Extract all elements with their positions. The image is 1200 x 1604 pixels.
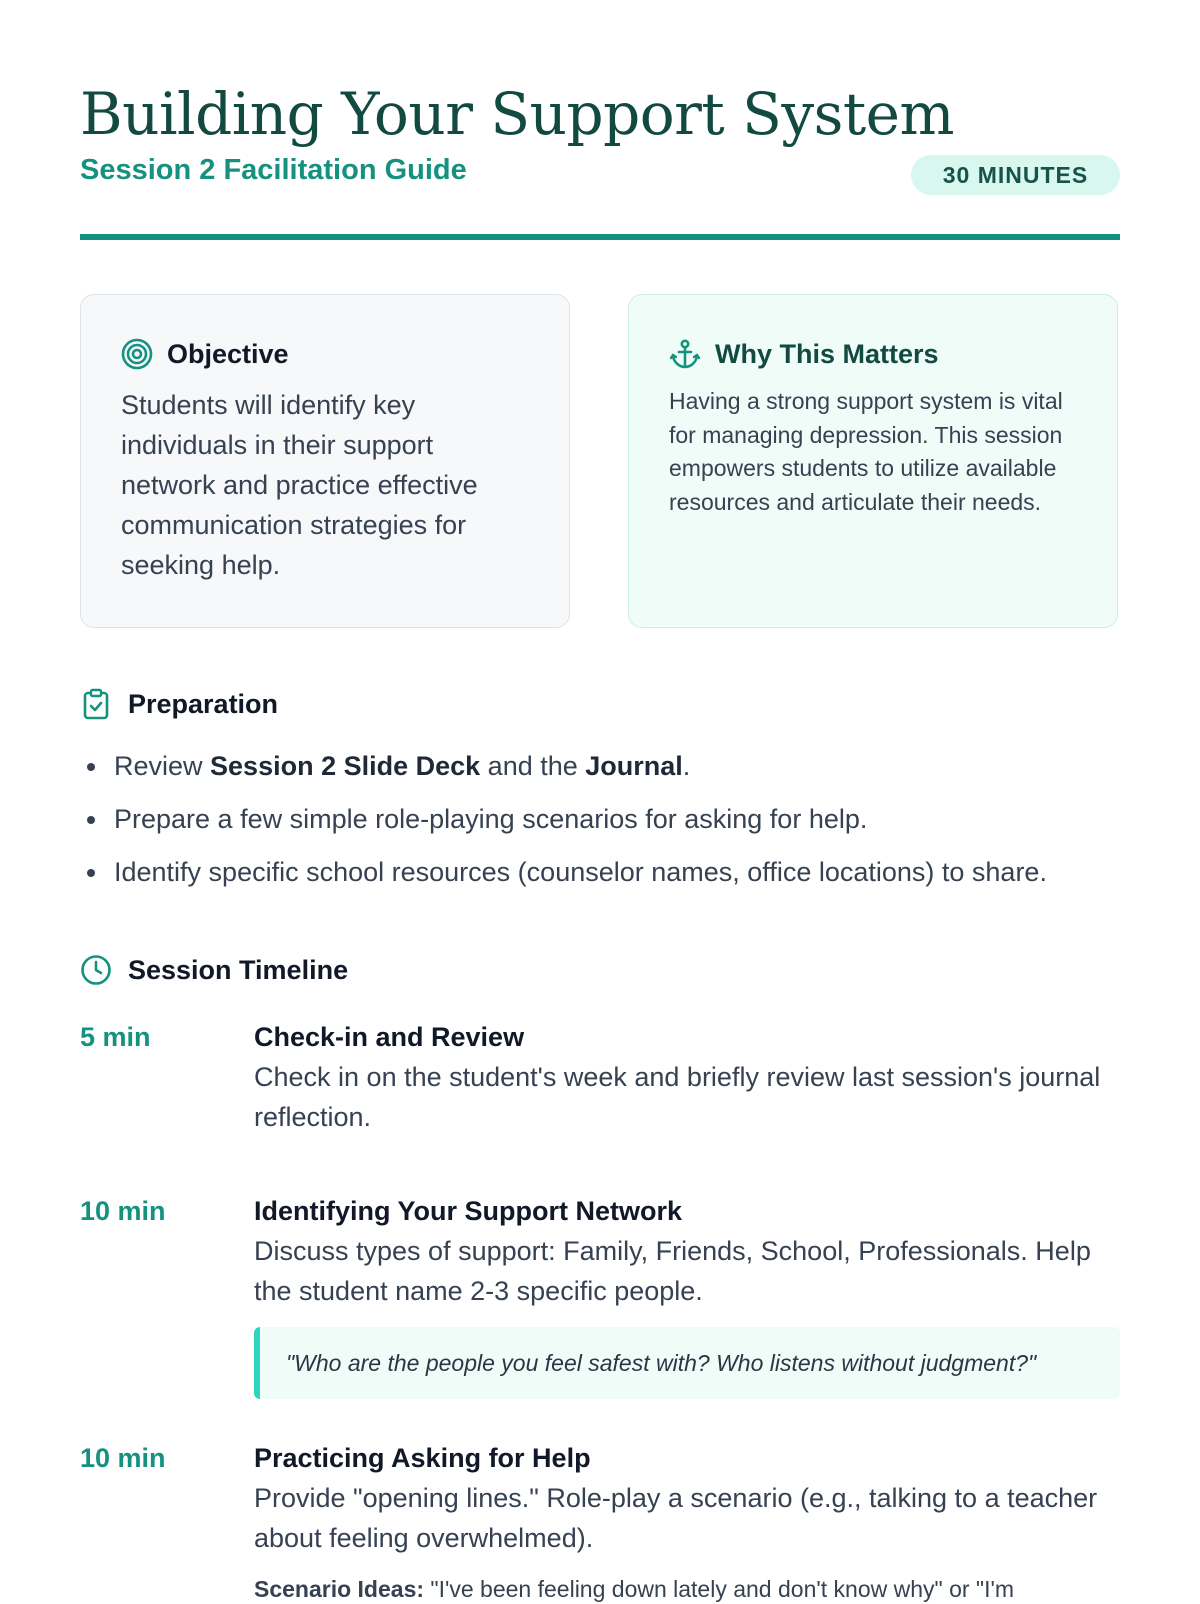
objective-text: Students will identify key individuals in their support network and practice effective communication strategies for seeking help. [121,390,478,580]
timeline-description: Provide "opening lines." Role-play a scenario (e.g., talking to a teacher about feeling overwhelmed). [254,1483,1098,1553]
objective-card [80,294,570,628]
target-icon [121,338,153,370]
timeline-duration: 5 min [80,1022,151,1052]
timeline-title: Practicing Asking for Help [254,1443,591,1473]
timeline-heading: Session Timeline [128,954,349,985]
facilitator-quote: "Who are the people you feel safest with? Who listens without judgment?" [254,1327,1120,1399]
list-item: Identify specific school resources (counselor names, office locations) to share. [80,854,1047,890]
objective-heading: Objective [167,338,289,369]
page-subtitle: Session 2 Facilitation Guide [80,154,467,186]
why-heading: Why This Matters [715,338,939,369]
list-item: Review Session 2 Slide Deck and the Journal. [80,748,1047,784]
timeline-description: Check in on the student's week and briefly review last session's journal reflection. [254,1062,1101,1132]
clipboard-check-icon [80,688,112,720]
objective-header [121,337,529,371]
why-text: Having a strong support system is vital for managing depression. This session empowers students to utilize available resources and articulate their needs. [669,388,1063,515]
duration-badge: 30 MINUTES [911,155,1120,195]
why-card [628,294,1118,628]
scenario-text: "I've been feeling down lately and don't know why" or "I'm [424,1576,1015,1602]
anchor-icon [669,338,701,370]
timeline-description: Discuss types of support: Family, Friends, School, Professionals. Help the student name 2-3 specific people. [254,1236,1091,1306]
timeline-duration: 10 min [80,1443,166,1473]
timeline-header [80,954,348,986]
why-header [669,337,1077,371]
preparation-header [80,688,278,720]
scenario-label: Scenario Ideas: [254,1576,425,1602]
page-title: Building Your Support System [80,80,954,148]
header-divider [80,234,1120,240]
list-item: Prepare a few simple role-playing scenarios for asking for help. [80,801,1047,837]
timeline-title: Identifying Your Support Network [254,1196,683,1226]
clock-icon [80,954,112,986]
timeline-duration: 10 min [80,1196,166,1226]
preparation-list [80,748,1047,907]
preparation-heading: Preparation [128,688,279,719]
timeline-title: Check-in and Review [254,1022,525,1052]
